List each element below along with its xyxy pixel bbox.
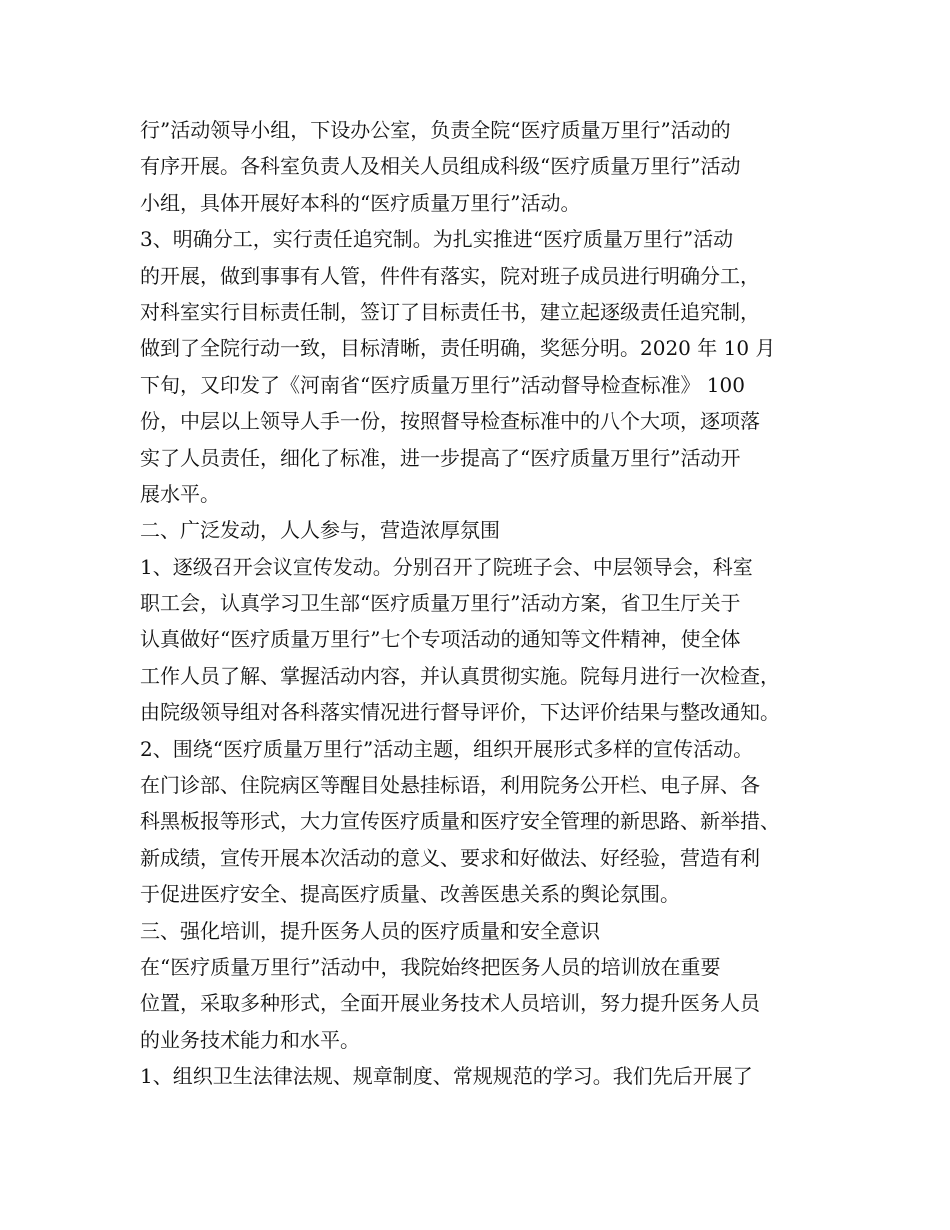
text-line-19: 在门诊部、住院病区等醒目处悬挂标语，利用院务公开栏、电子屏、各	[140, 773, 760, 798]
text-line-3: 小组，具体开展好本科的“医疗质量万里行”活动。	[140, 190, 581, 215]
text-line-6: 对科室实行目标责任制，签订了目标责任书，建立起逐级责任追究制，	[140, 299, 760, 324]
text-line-2: 有序开展。各科室负责人及相关人员组成科级“医疗质量万里行”活动	[140, 154, 741, 179]
section-heading-2: 二、广泛发动，人人参与，营造浓厚氛围	[140, 518, 500, 543]
text-line-16: 工作人员了解、掌握活动内容，并认真贯彻实施。院每月进行一次检查，	[140, 663, 780, 688]
body-text	[140, 112, 830, 1095]
text-line-7: 做到了全院行动一致，目标清晰，责任明确，奖惩分明。2020 年 10 月	[140, 336, 776, 361]
text-line-15: 认真做好“医疗质量万里行”七个专项活动的通知等文件精神，使全体	[140, 627, 741, 652]
text-line-13: 1、逐级召开会议宣传发动。分别召开了院班子会、中层领导会，科室	[140, 554, 753, 579]
text-line-25: 位置，采取多种形式，全面开展业务技术人员培训，努力提升医务人员	[140, 991, 760, 1016]
text-line-11: 展水平。	[140, 481, 220, 506]
section-heading-3: 三、强化培训，提升医务人员的医疗质量和安全意识	[140, 918, 600, 943]
text-line-5: 的开展，做到事事有人管，件件有落实，院对班子成员进行明确分工，	[140, 263, 760, 288]
text-line-17: 由院级领导组对各科落实情况进行督导评价，下达评价结果与整改通知。	[140, 700, 780, 725]
text-line-14: 职工会，认真学习卫生部“医疗质量万里行”活动方案，省卫生厅关于	[140, 591, 741, 616]
text-line-10: 实了人员责任，细化了标准，进一步提高了“医疗质量万里行”活动开	[140, 445, 741, 470]
text-line-24: 在“医疗质量万里行”活动中，我院始终把医务人员的培训放在重要	[140, 954, 721, 979]
text-line-9: 份，中层以上领导人手一份，按照督导检查标准中的八个大项，逐项落	[140, 409, 760, 434]
text-line-26: 的业务技术能力和水平。	[140, 1027, 360, 1052]
text-line-20: 科黑板报等形式，大力宣传医疗质量和医疗安全管理的新思路、新举措、	[140, 809, 780, 834]
text-line-21: 新成绩，宣传开展本次活动的意义、要求和好做法、好经验，营造有利	[140, 845, 760, 870]
text-line-1: 行”活动领导小组，下设办公室，负责全院“医疗质量万里行”活动的	[140, 118, 731, 142]
text-line-4: 3、明确分工，实行责任追究制。为扎实推进“医疗质量万里行”活动	[140, 227, 734, 252]
text-line-22: 于促进医疗安全、提高医疗质量、改善医患关系的舆论氛围。	[140, 882, 680, 907]
text-line-18: 2、围绕“医疗质量万里行”活动主题，组织开展形式多样的宣传活动。	[140, 736, 754, 761]
text-line-27: 1、组织卫生法律法规、规章制度、常规规范的学习。我们先后开展了	[140, 1064, 753, 1089]
text-line-8: 下旬，又印发了《河南省“医疗质量万里行”活动督导检查标准》 100	[140, 372, 745, 397]
